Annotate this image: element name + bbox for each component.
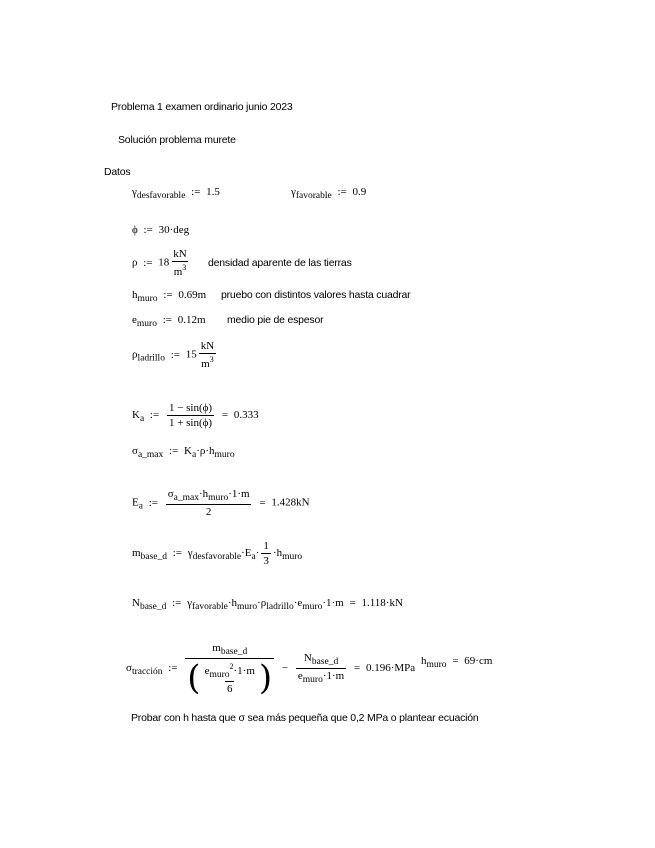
assign-op: := [172,547,182,560]
ka-numerator: 1 − sin(ϕ) [168,402,213,414]
rho-ladrillo-value: 15 [185,348,197,361]
e-muro-value: 0.12m [177,314,206,326]
a-subscript: a [138,501,143,512]
moment-denominator: ( $\frac{emuro^2\cdot 1\cdot m}{6}$ ) [187,658,273,698]
rho-note: densidad aparente de las tierras [208,257,352,269]
sigma-symbol: σ [132,445,138,457]
one-third-fraction: $\frac{1}{3}$ [263,540,269,567]
sigma-result: 0.196·MPa [365,662,416,675]
unit-denominator: $m^3$ [173,263,187,278]
eq-gamma-favorable [291,186,366,201]
e-symbol: E [132,496,139,509]
gamma-symbol: γ [291,186,296,198]
assign-op: := [172,597,182,609]
minus-op: − [281,662,289,675]
muro-subscript: muro [136,319,157,329]
muro-subscript: muro [426,660,447,670]
assign-op: := [170,348,180,361]
equals-op: = [259,496,266,509]
eq-m-base-d: mbase_d := γdesfavorable·Ea· $\frac{1}{3}$ ·hmuro [132,540,303,567]
rho-symbol: ρ [132,256,138,269]
m-symbol: m [132,547,141,560]
gamma-desf-subscript: desfavorable [136,191,186,201]
document-title: Problema 1 examen ordinario junio 2023 [111,101,293,113]
gamma-fav-value: 0.9 [352,186,367,198]
n-symbol: N [132,597,140,609]
eq-e-muro [132,314,206,329]
ea-fraction [166,488,252,518]
h-muro-value: 0.69m [178,289,207,301]
gamma-desf-value: 1.5 [206,186,220,198]
section-modulus-fraction: $\frac{emuro^2\cdot 1\cdot m}{6}$ [204,661,255,695]
rho-value: 18 [158,256,170,269]
axial-numerator: Nbase_d [303,652,339,667]
e-symbol: e [132,314,137,326]
unit-denominator: $m^3$ [201,355,214,370]
ka-fraction [167,402,214,429]
equals-op: = [452,655,459,667]
assign-op: := [143,256,153,269]
h-symbol: h [132,289,138,301]
assign-op: := [337,186,347,198]
ea-denominator: 2 [166,504,252,518]
assign-op: := [143,224,153,236]
ka-denominator: 1 + sin(ϕ) [168,417,213,429]
ladrillo-subscript: ladrillo [137,353,165,364]
base-d-subscript: base_d [140,552,167,563]
eq-gamma-desfavorable [132,186,220,201]
phi-symbol: ϕ [132,224,138,236]
rho-symbol: ρ [132,348,138,361]
traccion-subscript: tracción [131,667,163,678]
equals-op: = [349,597,356,609]
section-datos: Datos [104,166,131,178]
assign-op: := [148,496,158,509]
ea-numerator: σa_max·hmuro·1·m [167,488,250,503]
axial-denominator: emuro·1·m [297,670,345,685]
assign-op: := [169,445,179,457]
eq-rho [132,248,191,278]
document-subtitle: Solución problema murete [118,134,236,146]
eq-h-muro-result [421,655,492,670]
ka-result: 0.333 [233,409,259,422]
ea-result: 1.428kN [271,496,310,509]
equals-op: = [221,409,229,422]
moment-numerator: mbase_d [212,642,248,657]
eq-ka [132,402,259,429]
eq-n-base-d: Nbase_d := γfavorable·hmuro·ρladrillo·emuro·1·m = 1.118·kN [132,597,403,612]
e-muro-note: medio pie de espesor [227,314,324,326]
gamma-fav-subscript: favorable [295,191,332,201]
amax-subscript: a_max [137,450,164,460]
h-muro-note: pruebo con distintos valores hasta cuadrar [221,289,411,301]
assign-op: := [149,409,160,422]
assign-op: := [163,289,173,301]
eq-ea [132,488,310,518]
assign-op: := [191,186,201,198]
unit-kn-per-m3 [199,340,216,370]
eq-sigma-traccion [126,642,416,698]
muro-subscript: muro [137,294,158,304]
equals-op: = [353,662,361,675]
assign-op: := [168,662,178,675]
n-result: 1.118·kN [361,597,403,609]
unit-numerator: kN [173,248,187,260]
moment-term-fraction [185,642,274,698]
sigma-symbol: σ [126,662,132,675]
eq-rho-ladrillo [132,340,218,370]
phi-value: 30·deg [158,224,190,236]
eq-phi [132,224,189,236]
unit-numerator: kN [200,340,215,352]
eq-sigma-amax: σa_max := Ka·ρ·hmuro [132,445,235,460]
k-symbol: K [132,409,140,422]
gamma-symbol: γ [132,186,137,198]
h-muro-result: 69·cm [464,655,493,667]
base-d-subscript: base_d [139,602,167,612]
unit-kn-per-m3 [171,248,188,278]
assign-op: := [162,314,172,326]
footer-note: Probar con h hasta que σ sea más pequeña que 0,2 MPa o plantear ecuación [131,712,479,724]
axial-term-fraction [296,652,346,685]
h-symbol: h [421,655,427,667]
a-subscript: a [139,414,145,425]
eq-h-muro [132,289,206,304]
